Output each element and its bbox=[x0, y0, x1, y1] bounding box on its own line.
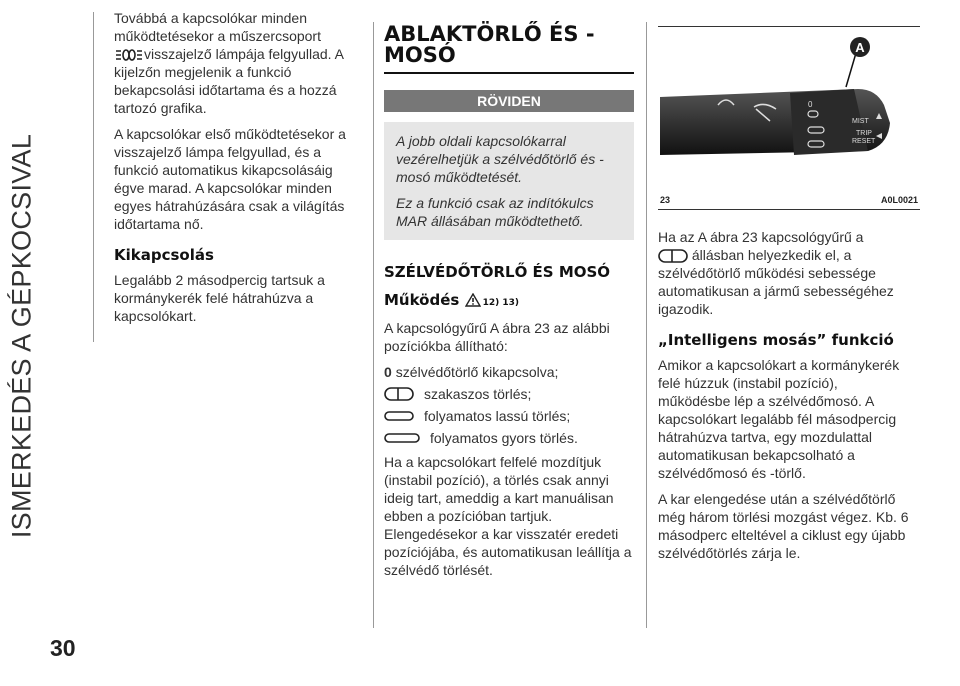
paragraph-2: A kapcsolókar első működtetésekor a visszajelző lámpa felgyullad, és a funkció automatikus kikapcsolásáig égve marad. A kapcsolókar minden egyes hátrahúzására csak a világítás időtartama nő. bbox=[114, 126, 346, 232]
list-item-off: 0 szélvédőtörlő kikapcsolva; bbox=[384, 364, 559, 380]
heading-intelligent-wash: „Intelligens mosás” funkció bbox=[658, 331, 894, 349]
paragraph-wash-2: A kar elengedése után a szélvédőtörlő még három törlési mozgást végez. Kb. 6 másodperc elteltével a ciklust egy újabb szélvédőtörlés zárja le. bbox=[658, 491, 909, 561]
figure-23 bbox=[658, 26, 920, 210]
paragraph-wash-1: Amikor a kapcsolókart a kormánykerék felé húzzuk (instabil pozíció), működésbe lép a szélvédőmosó. A kapcsolókart legalább fél másodpercig hátrahúzva tartva, egy mozdulattal automatikusan bekapcsolható a szélvédőmosó és -törlő. bbox=[658, 357, 900, 481]
column-divider-2 bbox=[646, 22, 647, 628]
fast-wiper-icon bbox=[384, 433, 420, 443]
auto-wiper-icon bbox=[384, 387, 414, 401]
section-title: ABLAKTÖRLŐ ÉS -MOSÓ bbox=[384, 24, 634, 74]
summary-banner: RÖVIDEN bbox=[384, 90, 634, 112]
subsection-title: SZÉLVÉDŐTÖRLŐ ÉS MOSÓ bbox=[384, 263, 611, 281]
column-divider-1 bbox=[373, 22, 374, 628]
heading-kikapcsolas: Kikapcsolás bbox=[114, 246, 214, 264]
svg-text:A: A bbox=[855, 40, 865, 55]
svg-text:0: 0 bbox=[808, 100, 813, 109]
figure-code: A0L0021 bbox=[880, 195, 918, 205]
summary-paragraph-1: A jobb oldali kapcsolókarral vezérelhetjük a szélvédőtörlő és -mosó működtetését. bbox=[396, 133, 604, 185]
intro-paragraph: A kapcsológyűrű A ábra 23 az alábbi pozíciókba állítható: bbox=[384, 320, 610, 354]
side-chapter-title: ISMERKEDÉS A GÉPKOCSIVAL bbox=[6, 133, 37, 539]
figure-number: 23 bbox=[660, 195, 671, 205]
wiper-stalk-illustration bbox=[658, 27, 920, 197]
paragraph-1: Továbbá a kapcsolókar minden működtetésekor a műszercsoport visszajelző lámpája felgyullad. A kijelzőn megjelenik a funkció bekapcsolási időtartama és a hozzá tartozó grafika. bbox=[114, 10, 344, 116]
svg-text:RESET: RESET bbox=[852, 138, 876, 145]
auto-wiper-icon bbox=[658, 249, 688, 263]
section-mukodes: Működés 12) 13) bbox=[384, 291, 519, 309]
slow-wiper-icon bbox=[384, 411, 414, 421]
page-number: 30 bbox=[50, 635, 76, 661]
paragraph-3: Legalább 2 másodpercig tartsuk a kormánykerék felé hátrahúzva a kapcsolókart. bbox=[114, 272, 325, 324]
svg-text:MIST: MIST bbox=[852, 118, 869, 125]
column-3 bbox=[658, 228, 914, 570]
list-item-intermittent: szakaszos törlés; bbox=[384, 385, 634, 403]
light-indicator-icon bbox=[114, 48, 144, 62]
paragraph-auto: Ha az A ábra 23 kapcsológyűrű a állásban helyezkedik el, a szélvédőtörlő működési sebessége automatikusan a jármű sebességéhez igazodik. bbox=[658, 229, 894, 317]
column-1 bbox=[114, 9, 352, 333]
closing-paragraph: Ha a kapcsolókart felfelé mozdítjuk (instabil pozíció), a törlés csak annyi ideig tart, ameddig a kart manuálisan ebben a pozícióban tartjuk. Elengedésekor a kar visszatér eredeti pozíciójába, és automatikusan leállítja a szélvédő törlését. bbox=[384, 454, 632, 578]
svg-text:TRIP: TRIP bbox=[856, 130, 872, 137]
chapter-divider-line bbox=[93, 12, 94, 342]
column-2 bbox=[384, 24, 634, 587]
list-item-slow: folyamatos lassú törlés; bbox=[384, 407, 634, 425]
warning-icon bbox=[465, 293, 481, 307]
list-item-fast: folyamatos gyors törlés. bbox=[384, 429, 634, 447]
summary-paragraph-2: Ez a funkció csak az indítókulcs MAR állásában működtethető. bbox=[396, 195, 594, 229]
summary-box bbox=[384, 122, 634, 240]
